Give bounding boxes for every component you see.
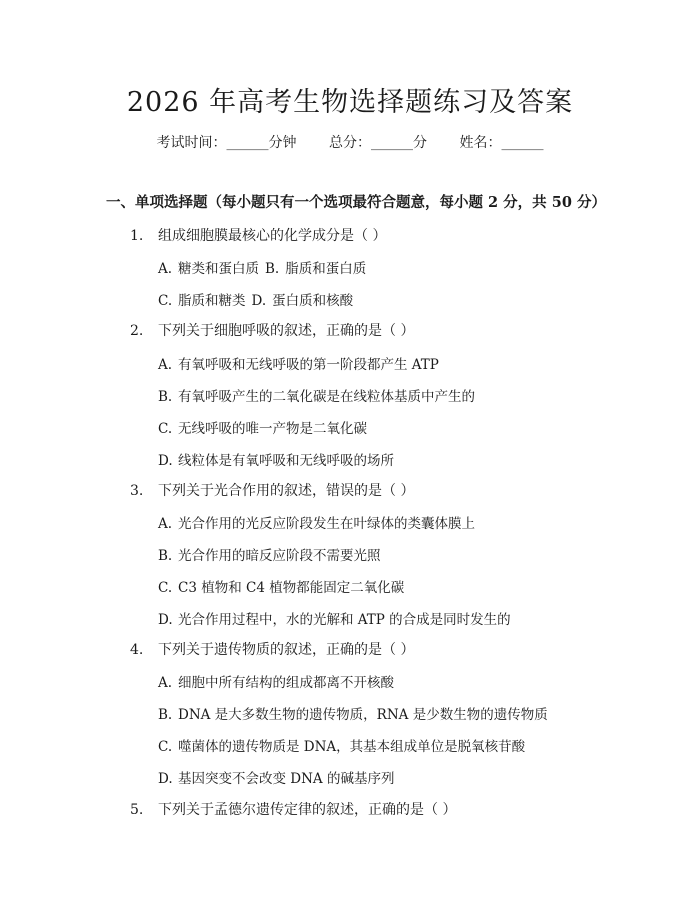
question-5: [130, 799, 456, 819]
option-letter: C.: [158, 739, 173, 755]
option-letter: B.: [265, 261, 280, 277]
question-4: [130, 639, 414, 659]
option-text: 光合作用的光反应阶段发生在叶绿体的类囊体膜上: [178, 516, 475, 532]
option-letter: B.: [158, 548, 173, 564]
question-text: 组成细胞膜最核心的化学成分是（ ）: [158, 228, 387, 244]
question-2-option-b: [158, 385, 475, 405]
question-3-option-a: [158, 512, 475, 532]
option-text: DNA 是大多数生物的遗传物质，RNA 是少数生物的遗传物质: [178, 707, 548, 723]
question-4-option-d: [158, 767, 394, 787]
option-text: C3 植物和 C4 植物都能固定二氧化碳: [178, 580, 405, 596]
option-letter: B.: [158, 707, 173, 723]
question-4-option-a: [158, 671, 394, 691]
question-text: 下列关于光合作用的叙述，错误的是（ ）: [158, 483, 415, 499]
option-text: 光合作用过程中，水的光解和 ATP 的合成是同时发生的: [178, 612, 511, 628]
page-title: 2026 年高考生物选择题练习及答案: [126, 87, 574, 118]
option-letter: B.: [158, 389, 173, 405]
question-text: 下列关于细胞呼吸的叙述，正确的是（ ）: [158, 323, 415, 339]
option-text: 基因突变不会改变 DNA 的碱基序列: [178, 771, 395, 787]
option-letter: C.: [158, 293, 173, 309]
option-letter: D.: [158, 453, 173, 469]
question-text: 下列关于遗传物质的叙述，正确的是（ ）: [158, 642, 415, 658]
question-3: [130, 480, 414, 500]
section-title: 一、单项选择题（每小题只有一个选项最符合题意，每小题 2 分，共 50 分）: [106, 194, 606, 211]
question-4-option-b: [158, 703, 548, 723]
option-text: 蛋白质和核酸: [272, 293, 354, 309]
question-1-options-row-2: [158, 289, 353, 309]
question-3-option-d: [158, 608, 511, 628]
option-letter: C.: [158, 421, 173, 437]
question-1: [130, 225, 386, 245]
option-text: 无线呼吸的唯一产物是二氧化碳: [178, 421, 367, 437]
option-letter: D.: [158, 771, 173, 787]
option-text: 脂质和蛋白质: [285, 261, 367, 277]
option-text: 脂质和糖类: [178, 293, 246, 309]
option-text: 噬菌体的遗传物质是 DNA，其基本组成单位是脱氧核苷酸: [178, 739, 526, 755]
question-2-option-c: [158, 417, 367, 437]
question-number: 3.: [130, 483, 144, 499]
question-3-option-c: [158, 576, 404, 596]
question-3-option-b: [158, 544, 381, 564]
option-letter: C.: [158, 580, 173, 596]
option-letter: D.: [251, 293, 267, 309]
total-score-field: 总分：______分: [329, 135, 427, 151]
option-text: 有氧呼吸和无线呼吸的第一阶段都产生 ATP: [178, 357, 439, 373]
question-number: 5.: [130, 802, 144, 818]
question-2-option-d: [158, 449, 394, 469]
question-2: [130, 320, 414, 340]
student-name-field: 姓名：______: [459, 135, 544, 151]
option-letter: D.: [158, 612, 173, 628]
option-text: 光合作用的暗反应阶段不需要光照: [178, 548, 381, 564]
exam-time-field: 考试时间：______分钟: [156, 135, 297, 151]
option-text: 糖类和蛋白质: [178, 261, 259, 277]
option-letter: A.: [158, 675, 173, 691]
option-letter: A.: [158, 357, 173, 373]
option-text: 有氧呼吸产生的二氧化碳是在线粒体基质中产生的: [178, 389, 475, 405]
question-text: 下列关于孟德尔遗传定律的叙述，正确的是（ ）: [158, 802, 457, 818]
option-letter: A.: [158, 516, 173, 532]
question-number: 1.: [130, 228, 144, 244]
option-text: 细胞中所有结构的组成都离不开核酸: [178, 675, 394, 691]
option-text: 线粒体是有氧呼吸和无线呼吸的场所: [178, 453, 394, 469]
option-letter: A.: [158, 261, 173, 277]
question-number: 2.: [130, 323, 144, 339]
question-number: 4.: [130, 642, 144, 658]
question-1-options-row-1: [158, 257, 366, 277]
question-4-option-c: [158, 735, 525, 755]
exam-info: [0, 132, 700, 152]
question-2-option-a: [158, 353, 439, 373]
